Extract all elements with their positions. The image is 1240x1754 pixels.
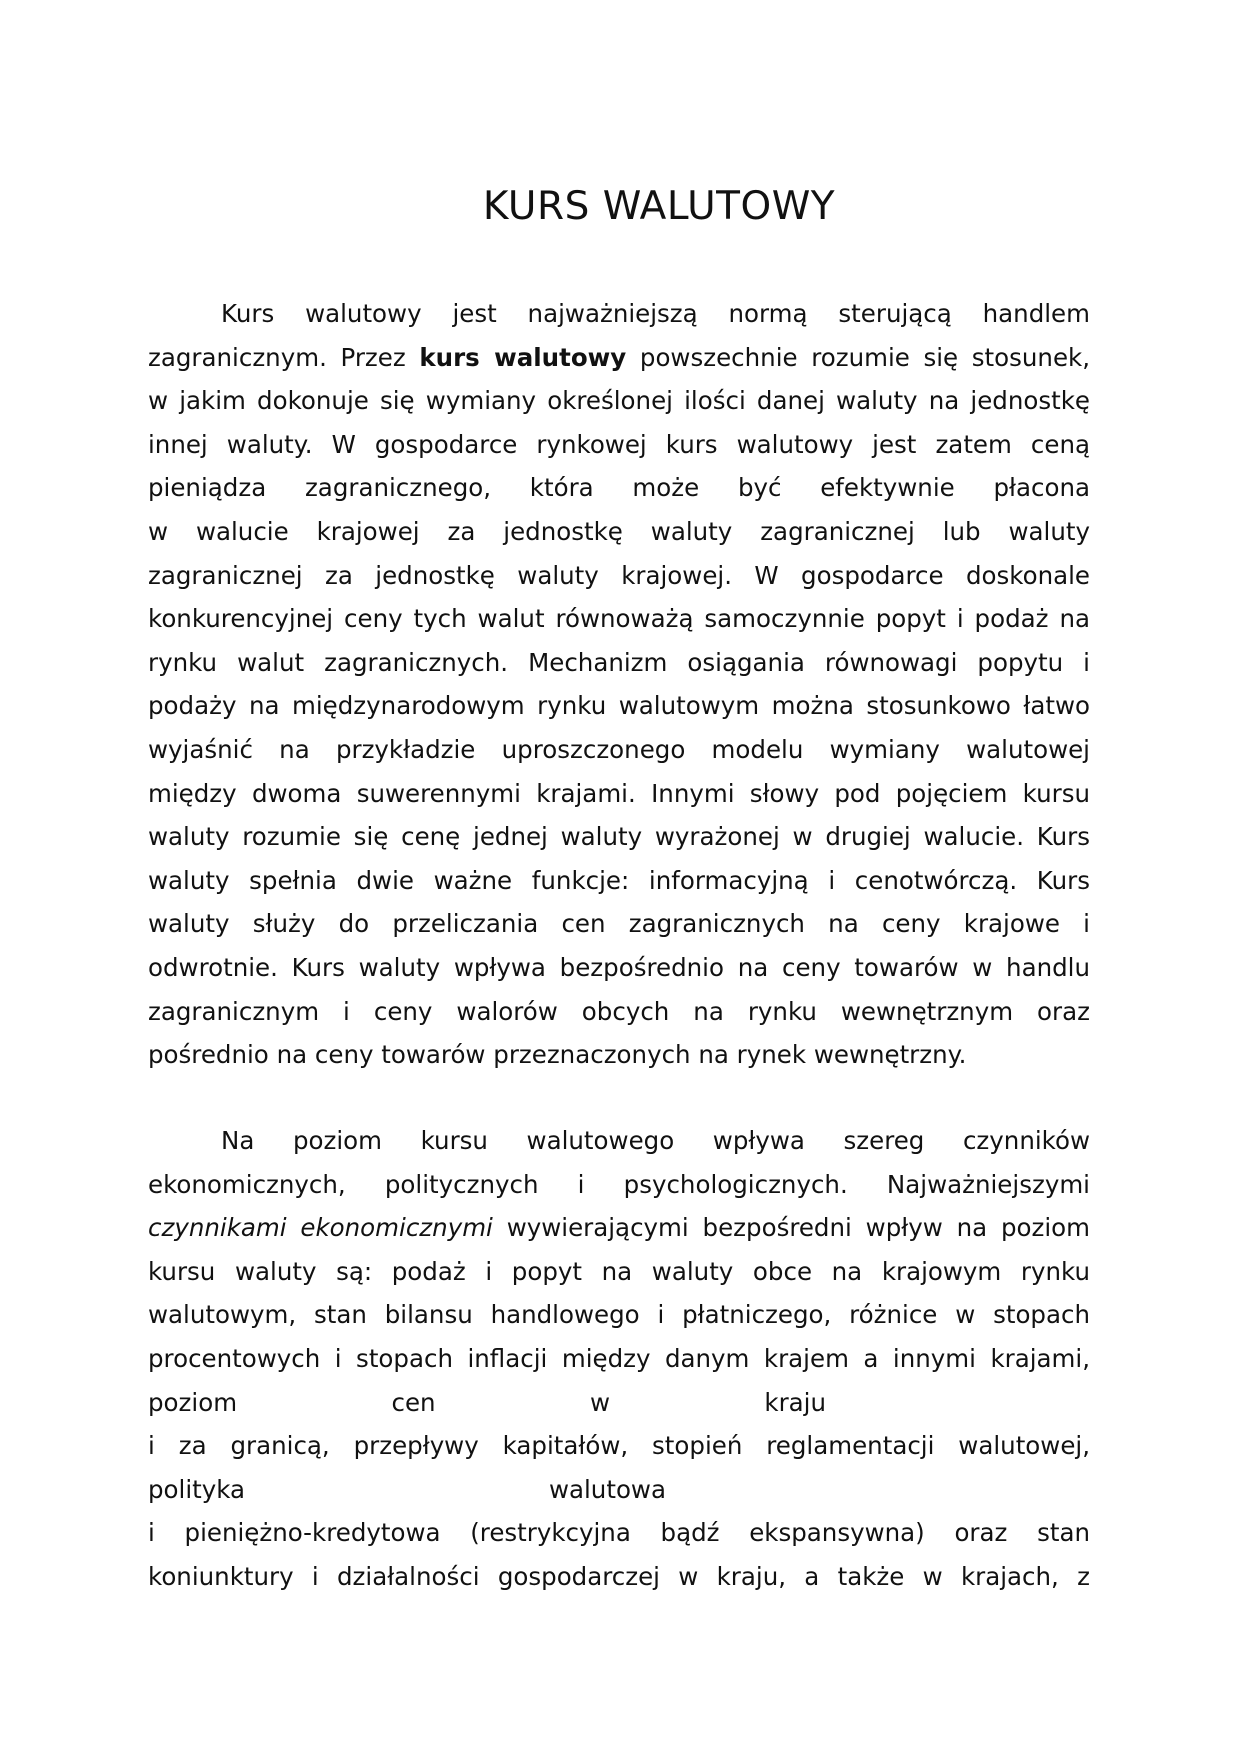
text-line: koniunktury i działalności gospodarczej w kraju, a także w krajach, z: [148, 1561, 1090, 1591]
text-line: waluty służy do przeliczania cen zagranicznych na ceny krajowe i: [148, 909, 1090, 939]
text-line: Na poziom kursu walutowego wpływa szereg czynników: [221, 1126, 1090, 1155]
text-line: waluty spełnia dwie ważne funkcje: informacyjną i cenotwórczą. Kurs: [148, 865, 1090, 895]
text-run: powszechnie rozumie się stosunek,: [626, 342, 1090, 372]
text-line: [148, 1206, 1090, 1250]
text-line: [148, 336, 1090, 380]
text-line: [148, 1381, 826, 1425]
text-word: polityka: [148, 1474, 246, 1504]
text-word: w: [589, 1387, 610, 1417]
text-line: innej waluty. W gospodarce rynkowej kurs walutowy jest zatem ceną: [148, 429, 1090, 459]
text-line: walutowym, stan bilansu handlowego i płatniczego, różnice w stopach: [148, 1300, 1090, 1330]
italic-term: czynnikami ekonomicznymi: [148, 1213, 493, 1243]
text-line: [148, 1468, 666, 1512]
text-line: zagranicznym i ceny walorów obcych na rynku wewnętrznym oraz: [148, 996, 1090, 1026]
text-line: Kurs walutowy jest najważniejszą normą sterującą handlem: [221, 299, 1090, 328]
text-word: kraju: [764, 1387, 826, 1417]
text-line: w jakim dokonuje się wymiany określonej ilości danej waluty na jednostkę: [148, 386, 1090, 416]
text-line: konkurencyjnej ceny tych walut równoważą samoczynnie popyt i podaż na: [148, 604, 1090, 634]
text-line: rynku walut zagranicznych. Mechanizm osiągania równowagi popytu i: [148, 647, 1090, 677]
text-word: cen: [391, 1387, 436, 1417]
text-line: procentowych i stopach inflacji między danym krajem a innymi krajami,: [148, 1343, 1090, 1373]
text-line: w walucie krajowej za jednostkę waluty zagranicznej lub waluty: [148, 516, 1090, 546]
paragraph-2: [148, 1119, 1090, 1599]
text-word: poziom: [148, 1387, 238, 1417]
text-line: wyjaśnić na przykładzie uproszczonego modelu wymiany walutowej: [148, 734, 1090, 764]
paragraph-1: [148, 292, 1090, 1077]
text-run: wywierającymi bezpośredni wpływ na poziom: [492, 1213, 1090, 1243]
text-line: pieniądza zagranicznego, która może być efektywnie płacona: [148, 473, 1090, 503]
text-line: i pieniężno-kredytowa (restrykcyjna bądź ekspansywna) oraz stan: [148, 1518, 1090, 1548]
document-title: KURS WALUTOWY: [482, 184, 836, 229]
text-line: podaży na międzynarodowym rynku walutowym można stosunkowo łatwo: [148, 691, 1090, 721]
text-line: kursu waluty są: podaż i popyt na waluty obce na krajowym rynku: [148, 1256, 1090, 1286]
text-line: waluty rozumie się cenę jednej waluty wyrażonej w drugiej walucie. Kurs: [148, 822, 1090, 852]
bold-term: kurs walutowy: [419, 342, 627, 372]
text-line: między dwoma suwerennymi krajami. Innymi słowy pod pojęciem kursu: [148, 778, 1090, 808]
text-line: i za granicą, przepływy kapitałów, stopień reglamentacji walutowej,: [148, 1431, 1090, 1461]
text-line: odwrotnie. Kurs waluty wpływa bezpośrednio na ceny towarów w handlu: [148, 952, 1090, 982]
text-line: zagranicznej za jednostkę waluty krajowej. W gospodarce doskonale: [148, 560, 1090, 590]
text-run: zagranicznym. Przez: [148, 342, 420, 372]
text-line: ekonomicznych, politycznych i psychologicznych. Najważniejszymi: [148, 1169, 1090, 1199]
text-word: walutowa: [548, 1474, 666, 1504]
text-line: pośrednio na ceny towarów przeznaczonych na rynek wewnętrzny.: [148, 1040, 967, 1070]
